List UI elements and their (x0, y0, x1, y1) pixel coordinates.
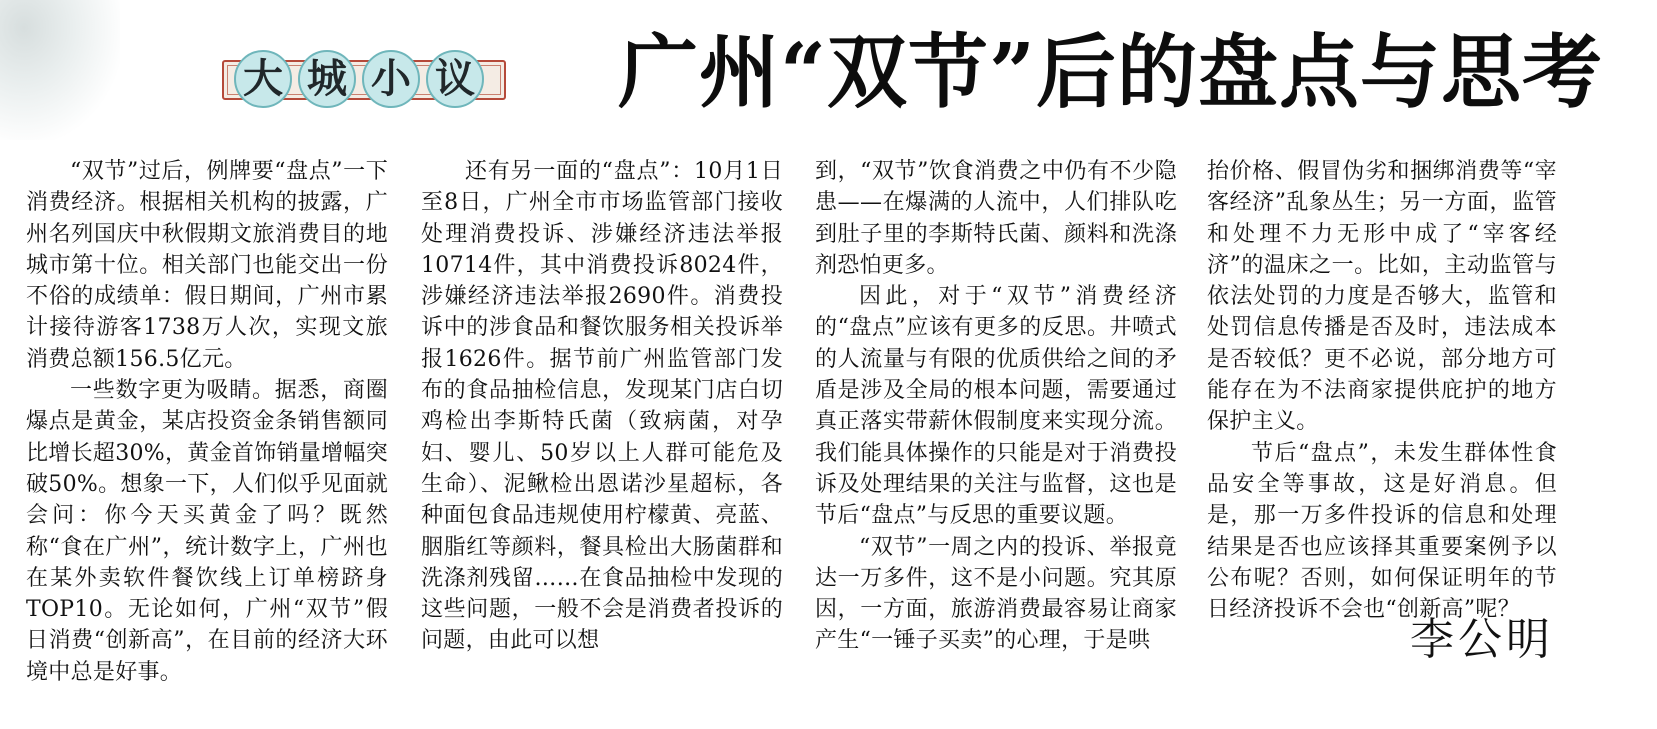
badge-char: 小 (362, 50, 420, 108)
article-column-2 (421, 156, 783, 716)
author-byline: 李公明 (1410, 614, 1554, 665)
article-headline: 广州“双节”后的盘点与思考 (618, 25, 1604, 119)
paragraph: “双节”过后，例牌要“盘点”一下消费经济。根据相关机构的披露，广州名列国庆中秋假期文旅消费目的地城市第十位。相关部门也能交出一份不俗的成绩单：假日期间，广州市累计接待游客1738万人次，实现文旅消费总额156.5亿元。 (26, 159, 388, 372)
article-column-1 (26, 156, 388, 716)
badge-char: 城 (298, 50, 356, 108)
corner-decoration (0, 0, 120, 140)
paragraph: “双节”一周之内的投诉、举报竟达一万多件，这不是小问题。究其原因，一方面，旅游消费最容易让商家产生“一锤子买卖”的心理，于是哄 (815, 534, 1177, 654)
column-badge (222, 50, 508, 110)
badge-char: 大 (234, 50, 292, 108)
badge-char: 议 (426, 50, 484, 108)
article-column-3 (815, 156, 1177, 716)
paragraph: 一些数字更为吸睛。据悉，商圈爆点是黄金，某店投资金条销售额同比增长超30%，黄金首饰销量增幅突破50%。想象一下，人们似乎见面就会问：你今天买黄金了吗？既然称“食在广州”，统计数字上，广州也在某外卖软件餐饮线上订单榜跻身TOP10。无论如何，广州“双节”假日消费“创新高”，在目前的经济大环境中总是好事。 (26, 378, 388, 685)
paragraph: 因此，对于“双节”消费经济的“盘点”应该有更多的反思。井喷式的人流量与有限的优质供给之间的矛盾是涉及全局的根本问题，需要通过真正落实带薪休假制度来实现分流。我们能具体操作的只能是对于消费投诉及处理结果的关注与监督，这也是节后“盘点”与反思的重要议题。 (815, 284, 1177, 529)
paragraph: 到，“双节”饮食消费之中仍有不少隐患——在爆满的人流中，人们排队吃到肚子里的李斯特氏菌、颜料和洗涤剂恐怕更多。 (815, 159, 1177, 278)
paragraph: 还有另一面的“盘点”：10月1日至8日，广州全市市场监管部门接收处理消费投诉、涉嫌经济违法举报10714件，其中消费投诉8024件，涉嫌经济违法举报2690件。消费投诉中的涉食品和餐饮服务相关投诉举报1626件。据节前广州监管部门发布的食品抽检信息，发现某门店白切鸡检出李斯特氏菌（致病菌，对孕妇、婴儿、50岁以上人群可能危及生命）、泥鳅检出恩诺沙星超标，各种面包食品违规使用柠檬黄、亮蓝、胭脂红等颜料，餐具检出大肠菌群和洗涤剂残留……在食品抽检中发现的这些问题，一般不会是消费者投诉的问题，由此可以想 (421, 159, 783, 654)
paragraph: 抬价格、假冒伪劣和捆绑消费等“宰客经济”乱象丛生；另一方面，监管和处理不力无形中成了“宰客经济”的温床之一。比如，主动监管与依法处罚的力度是否够大，监管和处罚信息传播是否及时，违法成本是否较低？更不必说，部分地方可能存在为不法商家提供庇护的地方保护主义。 (1207, 159, 1557, 435)
paragraph: 节后“盘点”，未发生群体性食品安全等事故，这是好消息。但是，那一万多件投诉的信息和处理结果是否也应该择其重要案例予以公布呢？否则，如何保证明年的节日经济投诉不会也“创新高”呢？ (1207, 440, 1557, 623)
